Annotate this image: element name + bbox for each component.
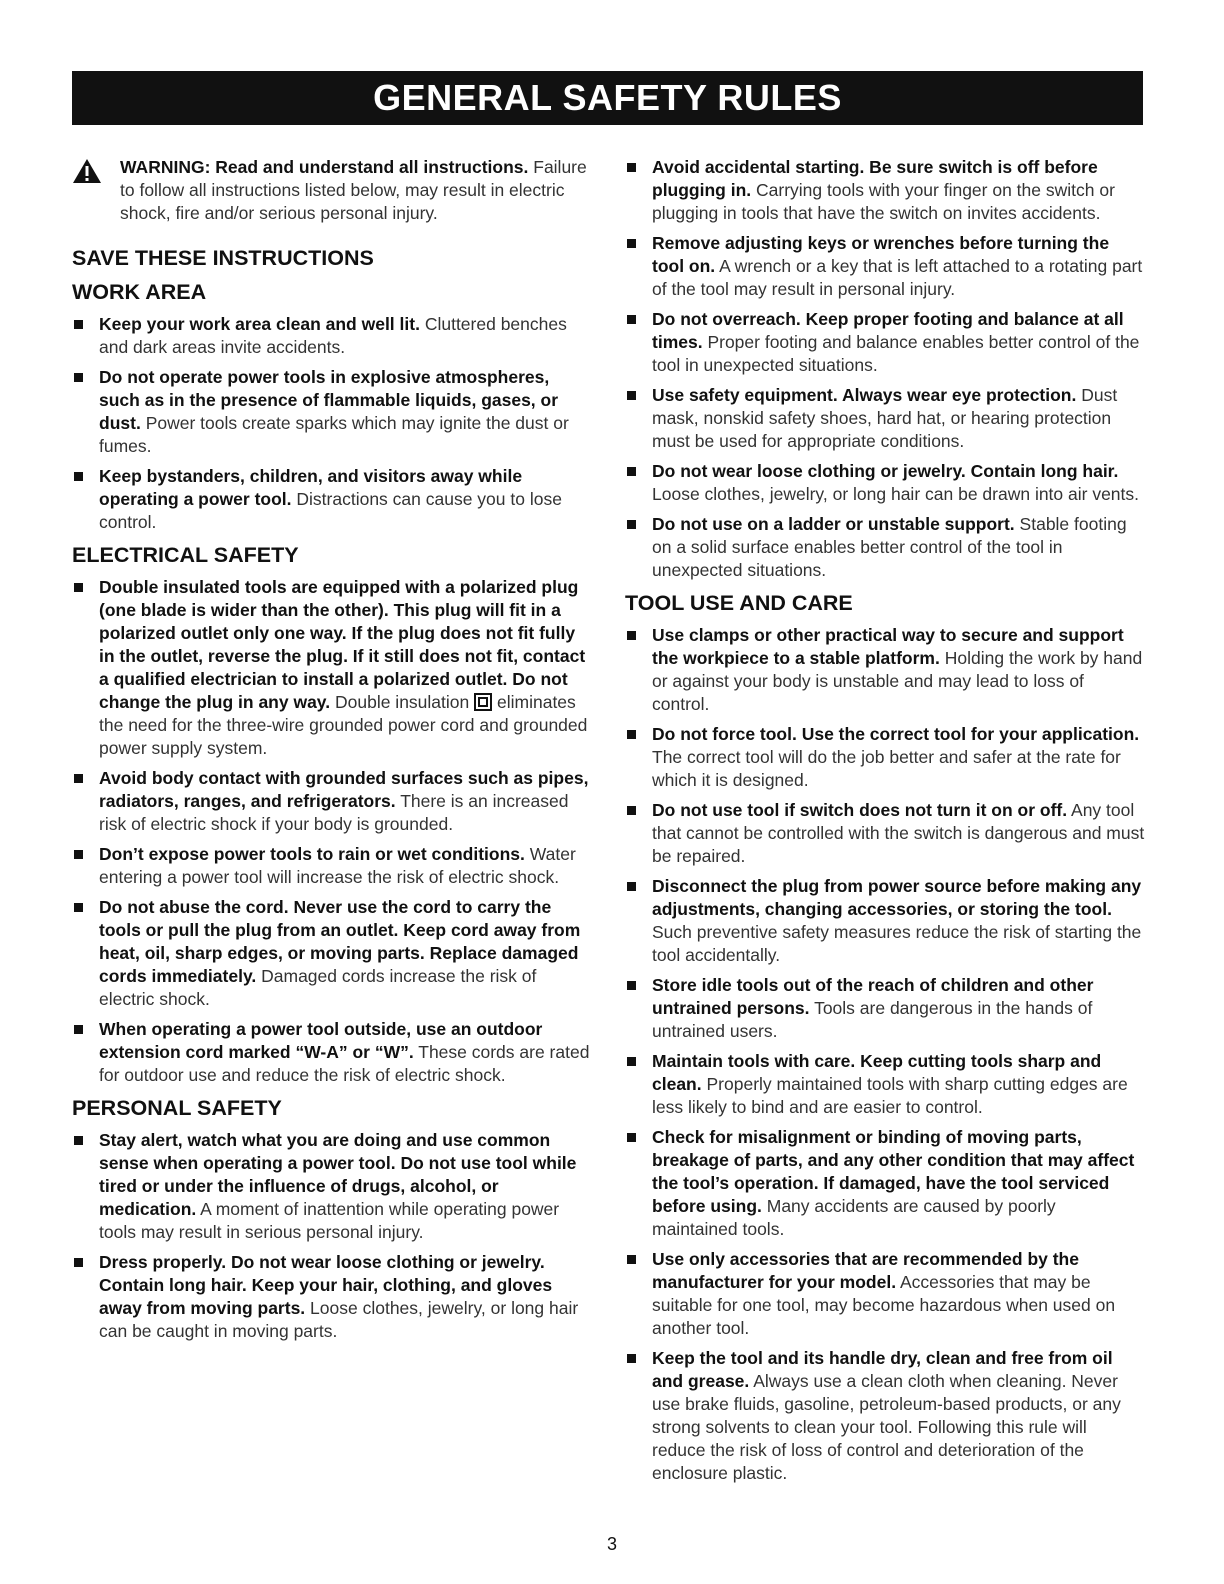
square-bullet-icon — [74, 583, 83, 592]
page-number: 3 — [606, 1534, 617, 1554]
list-item — [625, 723, 1145, 792]
rule-text: Stable footing on a solid surface enables better control of the tool in unexpected situations. — [652, 514, 1127, 580]
rule-text: Any tool that cannot be controlled with the switch is dangerous and must be repaired. — [652, 800, 1145, 866]
rule-text: Distractions can cause you to lose control. — [99, 489, 562, 532]
list-item — [625, 1050, 1145, 1119]
rule-bold: Check for misalignment or binding of moving parts, breakage of parts, and any other condition that may affect the tool’s operation. If damaged, have the tool serviced before using. — [652, 1127, 1135, 1216]
rule-bold: Use clamps or other practical way to secure and support the workpiece to a stable platform. — [652, 625, 1124, 668]
square-bullet-icon — [627, 981, 636, 990]
rule-text: Loose clothes, jewelry, or long hair can be caught in moving parts. — [99, 1298, 579, 1341]
rule-text: Holding the work by hand or against your body is unstable and may lead to loss of control. — [652, 648, 1143, 714]
square-bullet-icon — [74, 320, 83, 329]
rule-bold: Remove adjusting keys or wrenches before turning the tool on. — [652, 233, 1110, 276]
rule-bold: Maintain tools with care. Keep cutting tools sharp and clean. — [652, 1051, 1102, 1094]
rule-bold: Do not force tool. Use the correct tool for your application. — [652, 724, 1140, 744]
list-item — [625, 799, 1145, 868]
rule-bold: Do not use tool if switch does not turn it on or off. — [652, 800, 1068, 820]
rule-text: Accessories that may be suitable for one tool, may become hazardous when used on another tool. — [652, 1272, 1116, 1338]
rule-text: There is an increased risk of electric shock if your body is grounded. — [99, 791, 569, 834]
list-item — [72, 1018, 592, 1087]
rule-text: Proper footing and balance enables better control of the tool in unexpected situations. — [652, 332, 1140, 375]
save-instructions-heading: SAVE THESE INSTRUCTIONS — [72, 246, 374, 270]
square-bullet-icon — [627, 806, 636, 815]
list-item — [625, 384, 1145, 453]
rule-text: Double insulation — [334, 692, 470, 712]
list-item — [625, 232, 1145, 301]
square-bullet-icon — [627, 467, 636, 476]
rule-text: These cords are rated for outdoor use and reduce the risk of electric shock. — [99, 1042, 590, 1085]
square-bullet-icon — [74, 1025, 83, 1034]
square-bullet-icon — [627, 315, 636, 324]
warning-triangle-icon — [72, 158, 102, 184]
rule-text: Damaged cords increase the risk of electric shock. — [99, 966, 537, 1009]
rule-bold: Keep the tool and its handle dry, clean and free from oil and grease. — [652, 1348, 1113, 1391]
rule-bold: Do not abuse the cord. Never use the cord to carry the tools or pull the plug from an outlet. Keep cord away from heat, oil, sharp edges, or moving parts. Replace damaged cords immediately. — [99, 897, 581, 986]
rule-bold: Do not overreach. Keep proper footing and balance at all times. — [652, 309, 1124, 352]
electrical-safety-list — [72, 576, 592, 1087]
list-item — [625, 1347, 1145, 1485]
square-bullet-icon — [627, 1255, 636, 1264]
rule-text: A wrench or a key that is left attached to a rotating part of the tool may result in personal injury. — [652, 256, 1143, 299]
work-area-heading: WORK AREA — [72, 280, 207, 304]
rule-text: Tools are dangerous in the hands of untrained users. — [652, 998, 1093, 1041]
personal-safety-continued-list — [625, 156, 1145, 582]
list-item — [625, 308, 1145, 377]
list-item — [625, 513, 1145, 582]
rule-bold: Double insulated tools are equipped with a polarized plug (one blade is wider than the other). This plug will fit in a polarized outlet only one way. If the plug does not fit fully in the outlet, reverse the plug. If it still does not fit, contact a qualified electrician to install a polarized outlet. Do not change the plug in any way. — [99, 577, 586, 712]
rule-bold: Avoid accidental starting. Be sure switch is off before plugging in. — [652, 157, 1098, 200]
rule-text: Dust mask, nonskid safety shoes, hard hat, or hearing protection must be used for appropriate conditions. — [652, 385, 1118, 451]
list-item — [72, 1129, 592, 1244]
warning-bold: WARNING: Read and understand all instructions. — [120, 157, 529, 177]
rule-text: A moment of inattention while operating power tools may result in serious personal injury. — [99, 1199, 560, 1242]
list-item — [625, 1126, 1145, 1241]
square-bullet-icon — [627, 391, 636, 400]
square-bullet-icon — [627, 163, 636, 172]
square-bullet-icon — [627, 1057, 636, 1066]
square-bullet-icon — [627, 239, 636, 248]
warning-text: Failure to follow all instructions listed below, may result in electric shock, fire and/or serious personal injury. — [120, 157, 587, 223]
rule-text: Such preventive safety measures reduce the risk of starting the tool accidentally. — [652, 922, 1142, 965]
square-bullet-icon — [627, 1354, 636, 1363]
rule-bold: When operating a power tool outside, use an outdoor extension cord marked “W-A” or “W”. — [99, 1019, 543, 1062]
square-bullet-icon — [74, 472, 83, 481]
square-bullet-icon — [74, 903, 83, 912]
square-bullet-icon — [74, 1136, 83, 1145]
tool-use-heading: TOOL USE AND CARE — [625, 591, 853, 615]
list-item — [625, 460, 1145, 506]
rule-bold: Stay alert, watch what you are doing and use common sense when operating a power tool. Do not use tool while tired or under the influence of drugs, alcohol, or medication. — [99, 1130, 577, 1219]
square-bullet-icon — [627, 1133, 636, 1142]
list-item — [72, 1251, 592, 1343]
rule-bold: Do not operate power tools in explosive atmospheres, such as in the presence of flammable liquids, gases, or dust. — [99, 367, 559, 433]
list-item — [72, 313, 592, 359]
personal-safety-heading: PERSONAL SAFETY — [72, 1096, 282, 1120]
rule-bold: Use only accessories that are recommended by the manufacturer for your model. — [652, 1249, 1079, 1292]
rule-text: Water entering a power tool will increase the risk of electric shock. — [99, 844, 576, 887]
rule-bold: Keep your work area clean and well lit. — [99, 314, 420, 334]
rule-bold: Avoid body contact with grounded surfaces such as pipes, radiators, ranges, and refrigerators. — [99, 768, 589, 811]
square-bullet-icon — [74, 373, 83, 382]
personal-safety-list — [72, 1129, 592, 1343]
list-item — [72, 576, 592, 760]
rule-bold: Do not use on a ladder or unstable support. — [652, 514, 1015, 534]
list-item — [625, 974, 1145, 1043]
rule-text: Many accidents are caused by poorly maintained tools. — [652, 1196, 1056, 1239]
list-item — [72, 843, 592, 889]
page-title: GENERAL SAFETY RULES — [373, 77, 842, 118]
rule-text: The correct tool will do the job better and safer at the rate for which it is designed. — [652, 747, 1121, 790]
rule-bold: Don’t expose power tools to rain or wet conditions. — [99, 844, 525, 864]
rule-text: Properly maintained tools with sharp cutting edges are less likely to bind and are easier to control. — [652, 1074, 1128, 1117]
list-item — [625, 156, 1145, 225]
list-item — [72, 767, 592, 836]
work-area-list — [72, 313, 592, 534]
left-column — [72, 156, 592, 1351]
rule-text: Loose clothes, jewelry, or long hair can be drawn into air vents. — [652, 484, 1140, 504]
tool-use-list — [625, 624, 1145, 1485]
list-item — [625, 875, 1145, 967]
rule-text: Power tools create sparks which may ignite the dust or fumes. — [99, 413, 569, 456]
rule-text: eliminates the need for the three-wire grounded power cord and grounded power supply system. — [99, 692, 588, 758]
rule-text: Always use a clean cloth when cleaning. Never use brake fluids, gasoline, petroleum-based products, or any strong solvents to clean your tool. Following this rule will reduce the risk of loss of control and deterioration of the enclosure plastic. — [652, 1371, 1121, 1483]
list-item — [72, 465, 592, 534]
square-bullet-icon — [627, 631, 636, 640]
square-bullet-icon — [627, 882, 636, 891]
list-item — [72, 896, 592, 1011]
list-item — [625, 1248, 1145, 1340]
square-bullet-icon — [74, 1258, 83, 1267]
list-item — [72, 366, 592, 458]
double-insulation-icon — [474, 693, 492, 711]
square-bullet-icon — [627, 730, 636, 739]
list-item — [625, 624, 1145, 716]
rule-bold: Do not wear loose clothing or jewelry. Contain long hair. — [652, 461, 1119, 481]
warning-block — [72, 156, 592, 225]
right-column — [625, 156, 1145, 1493]
electrical-safety-heading: ELECTRICAL SAFETY — [72, 543, 299, 567]
rule-bold: Keep bystanders, children, and visitors away while operating a power tool. — [99, 466, 523, 509]
square-bullet-icon — [627, 520, 636, 529]
rule-text: Carrying tools with your finger on the switch or plugging in tools that have the switch on invites accidents. — [652, 180, 1115, 223]
rule-bold: Store idle tools out of the reach of children and other untrained persons. — [652, 975, 1094, 1018]
square-bullet-icon — [74, 774, 83, 783]
title-bar — [72, 71, 1143, 125]
square-bullet-icon — [74, 850, 83, 859]
rule-bold: Use safety equipment. Always wear eye protection. — [652, 385, 1077, 405]
rule-text: Cluttered benches and dark areas invite accidents. — [99, 314, 567, 357]
rule-bold: Dress properly. Do not wear loose clothing or jewelry. Contain long hair. Keep your hair, clothing, and gloves away from moving parts. — [99, 1252, 553, 1318]
rule-bold: Disconnect the plug from power source before making any adjustments, changing accessories, or storing the tool. — [652, 876, 1142, 919]
